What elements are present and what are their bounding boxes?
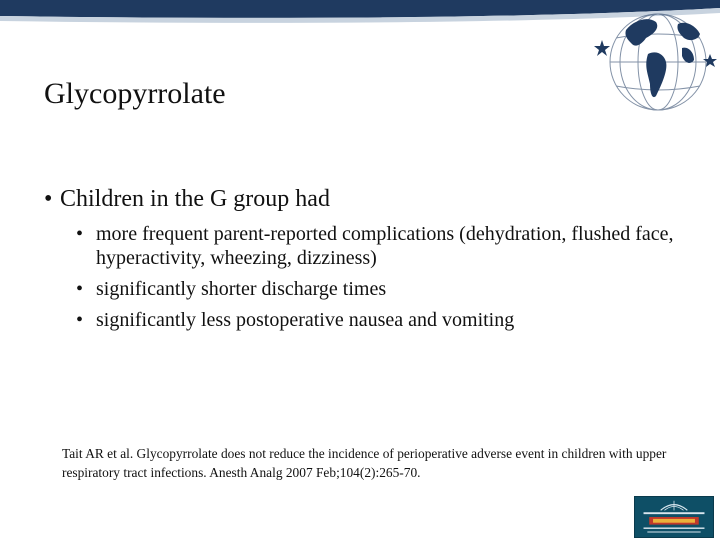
bullet-marker: • bbox=[76, 278, 84, 300]
sub-bullet-item bbox=[76, 308, 686, 332]
sub-bullet-text: more frequent parent-reported complications (dehydration, flushed face, hyperactivity, wheezing, dizziness) bbox=[96, 223, 674, 269]
bullet-marker: • bbox=[76, 309, 84, 331]
citation: Tait AR et al. Glycopyrrolate does not reduce the incidence of perioperative adverse event in children with upper respiratory tract infections. Anesth Analg 2007 Feb;104(2):265-70. bbox=[62, 446, 667, 480]
sub-bullet-item bbox=[76, 222, 686, 270]
globe-icon bbox=[586, 4, 720, 124]
sub-bullet-item bbox=[76, 277, 686, 301]
society-logo-icon bbox=[634, 496, 714, 538]
main-bullet bbox=[44, 184, 330, 214]
bullet-marker: • bbox=[76, 223, 84, 245]
sub-bullet-list bbox=[76, 222, 686, 339]
sub-bullet-text: significantly less postoperative nausea and vomiting bbox=[96, 309, 515, 331]
bullet-marker: • bbox=[44, 186, 53, 212]
main-bullet-text: Children in the G group had bbox=[60, 186, 330, 212]
slide-title: Glycopyrrolate bbox=[44, 77, 226, 110]
sub-bullet-text: significantly shorter discharge times bbox=[96, 278, 387, 300]
